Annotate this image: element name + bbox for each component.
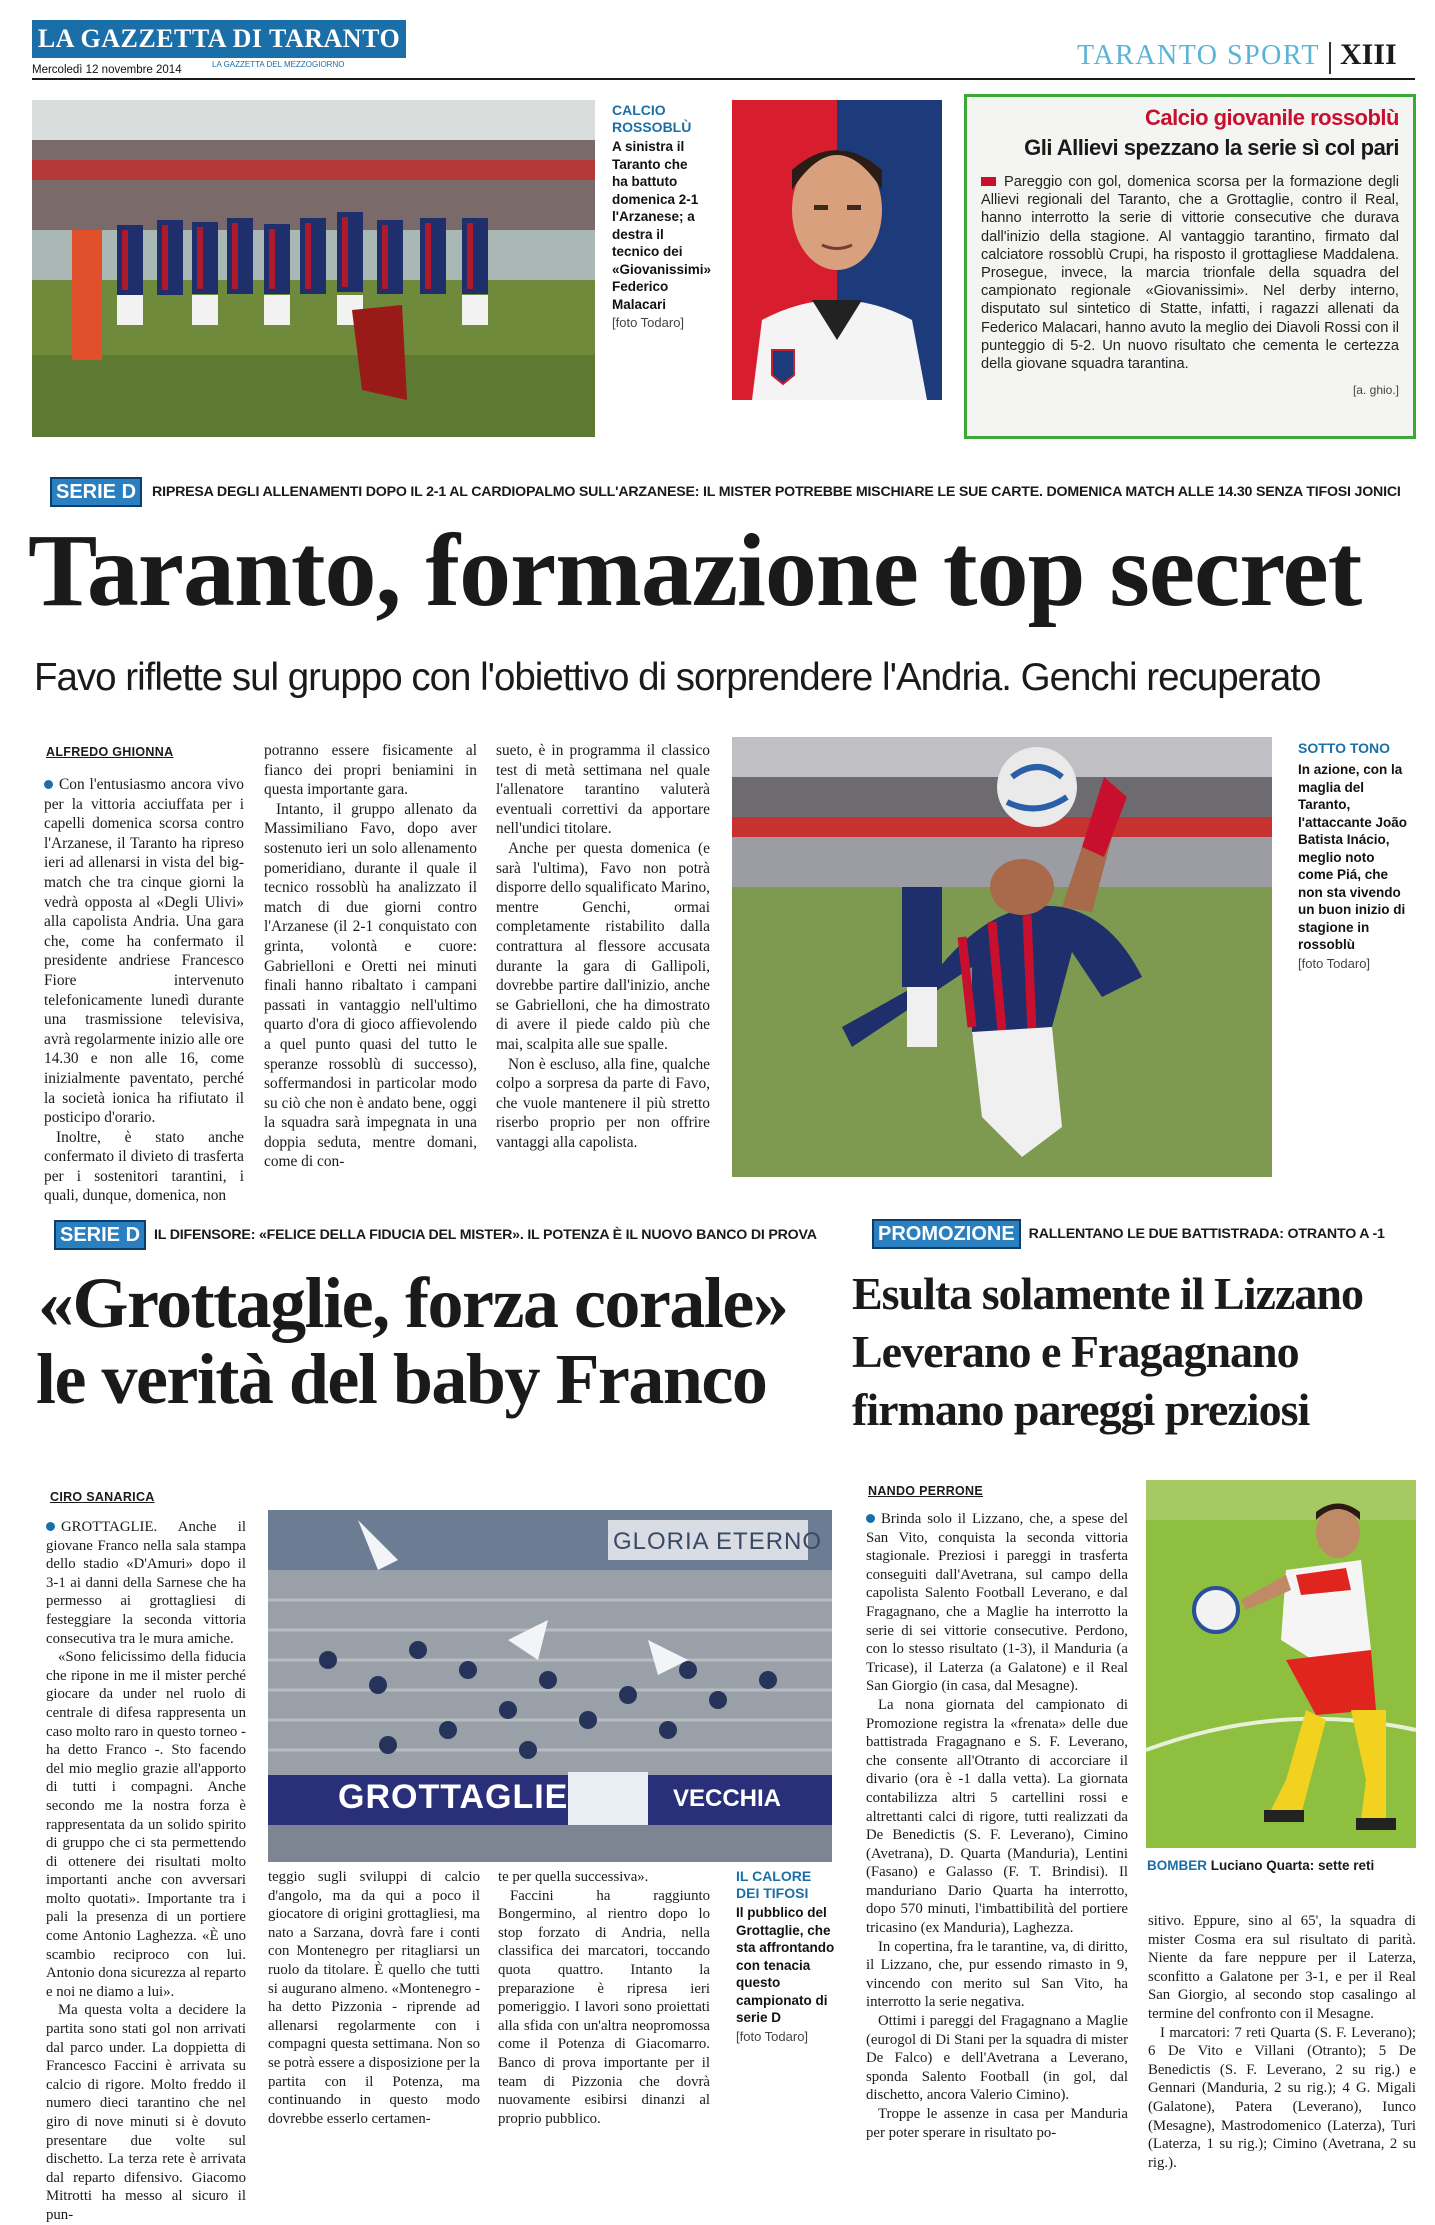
fans-caption-body: Il pubblico del Grottaglie, che sta affrontando con tenacia questo campionato di serie D (736, 1905, 835, 2025)
action-photo-caption (1298, 740, 1410, 971)
promozione-col1-p3: In copertina, fra le tarantine, va, di diritto, il Lizzano, che, pur essendo rimasto in 9, vincendo con merito sul San Vito, ha interrotto la serie negativa. (866, 1938, 1128, 2011)
action-photo-image (732, 737, 1272, 1177)
team-photo (32, 100, 595, 437)
main-column-2 (264, 741, 477, 1186)
bomber-photo-caption (1147, 1858, 1374, 1873)
grottaglie-headline-1: «Grottaglie, forza corale» (38, 1263, 788, 1343)
youth-box-title: Gli Allievi spezzano la serie sì col pari (1024, 135, 1399, 160)
fans-photo-sign: GLORIA ETERNO (613, 1528, 823, 1555)
page-number: XIII (1340, 38, 1397, 71)
grottaglie-kicker: IL DIFENSORE: «FELICE DELLA FIDUCIA DEL MISTER». IL POTENZA È IL NUOVO BANCO DI PROVA (154, 1227, 817, 1243)
main-column-3 (496, 741, 710, 1186)
top-caption-body: A sinistra il Taranto che ha battuto domenica 2-1 l'Arzanese; a destra il tecnico dei «Giovanissimi» Federico Malacari (612, 139, 712, 312)
issue-date: Mercoledì 12 novembre 2014 (32, 64, 182, 76)
fans-caption-heading: IL CALORE DEI TIFOSI (736, 1868, 812, 1901)
grottaglie-col1-p2: «Sono felicissimo della fiducia che ripone in me il mister perché giocare da under nel ruolo di centrale di difesa rappresenta un caso molto raro in questo torneo - ha detto Franco -. Sto facendo del mio meglio grazie all'apporto di tutti i compagni. Anche secondo me la nostra forza è rappresentata da un solido spirito di gruppo che ci sta permettendo di ottenere dei risultati molto importanti anche con avversari molto quotati». Importante tra i pali la presenza di un portiere come Antonio Laghezza. «È uno scambio reciproco con lui. Antonio dona sicurezza al reparto e noi ne diamo a lui». (46, 1649, 246, 2000)
action-caption-body: In azione, con la maglia del Taranto, l'attaccante João Batista Inácio, meglio noto come Piá, che non sta vivendo un buon inizio di stagione in rossoblù (1298, 762, 1408, 952)
promozione-col1-p2: La nona giornata del campionato di Promozione registra la «frenata» delle due battistrada Fragagnano e S. F. Leverano, che consente all'Otranto di accorciare il divario (ora è -1 dalla vetta). La giornata contabilizza altri 5 cartellini rossi e altrettanti calci di rigore, tutti realizzati da De Benedictis (S. F. Leverano), Cimino (Avetrana), D. Quarta (Manduria), Lentini (Fasano) e Galasso (F. T. Brindisi). Il manduriano Dario Quarta ha interrotto, dopo 570 minuti, l'imbattibilità del portiere tricasino (ex Manduria), Laghezza. (866, 1696, 1128, 1937)
coach-photo (732, 100, 942, 400)
grottaglie-col3-p2: Faccini ha raggiunto Bongermino, al rientro dopo lo stop forzato di Andria, nella classifica dei marcatori, toccando quota quattro. Intanto la preparazione è ripresa ieri pomeriggio. I lavori sono proiettati alla sfida con un'altra neopromossa come il Potenza di Giacomarro. Banco di prova importante per il team di Pizzonia che dovrà nuovamente esibirsi dinanzi al proprio pubblico. (498, 1887, 710, 2127)
grottaglie-col2-p1: teggio sugli sviluppi di calcio d'angolo, ma da qui a poco il giocatore di origini grottagliesi, ma nato a Sarzana, dovrà fare i conti con Montenegro per ritagliarsi un ruolo da titolare. È quello che tutti si augurano almeno. «Montenegro - ha detto Pizzonia - riprende ad allenarsi regolarmente con i compagni questa settimana. Non so se potrà essere a disposizione per la partita con il Potenza, ma continuando in questo modo dovrebbe esserlo certamen- (268, 1869, 480, 2127)
bomber-caption-heading: BOMBER (1147, 1858, 1207, 1873)
main-col3-p2: Anche per questa domenica (e sarà l'ultima), Favo non potrà disporre dello squalificato Marino, mentre Genchi, ormai completamente ristabilito dalla contrattura al flessore accusata durante la gara di Gallipoli, dovrebbe partire dall'inizio, anche se Gabrielloni, che ha dimostrato di avere il piede caldo più che mai, scalpita alle sue spalle. (496, 839, 710, 1053)
grottaglie-kicker-row (54, 1220, 854, 1250)
grottaglie-col3-p1: te per quella successiva». (498, 1869, 649, 1885)
fans-photo-caption (736, 1868, 836, 2044)
promozione-kicker: RALLENTANO LE DUE BATTISTRADA: OTRANTO A -1 (1028, 1226, 1385, 1242)
youth-football-box (964, 94, 1416, 439)
logo-text: LA GAZZETTA DI TARANTO (37, 24, 401, 53)
section-name: TARANTO SPORT (1077, 40, 1320, 71)
promozione-byline: NANDO PERRONE (868, 1484, 984, 1498)
youth-box-signature: [a. ghio.] (1352, 383, 1399, 398)
grottaglie-bullet-icon (46, 1522, 55, 1531)
promozione-col1-p5: Troppe le assenze in casa per Manduria per poter sperare in risultato po- (866, 2106, 1128, 2141)
main-byline: ALFREDO GHIONNA (46, 745, 174, 759)
main-headline: Taranto, formazione top secret (28, 513, 1362, 628)
action-caption-heading: SOTTO TONO (1298, 740, 1391, 756)
masthead (32, 20, 1415, 82)
main-bullet-icon (44, 780, 53, 789)
promozione-headline-1: Esulta solamente il Lizzano (852, 1268, 1363, 1319)
grottaglie-section-tag: SERIE D (54, 1220, 146, 1250)
top-caption-credit: [foto Todaro] (612, 315, 685, 330)
grottaglie-column-3 (498, 1868, 710, 2168)
youth-box-text: Pareggio con gol, domenica scorsa per la formazione degli Allievi regionali del Taranto, che a Grottaglie, contro il Real, hanno interrotto la serie di vittorie consecutive che durava dall'inizio della stagione. Al vantaggio tarantino, firmato dal calciatore rossoblù Crupi, ha risposto il grottagliese Maddalena. Prosegue, invece, la marcia trionfale della squadra del campionato regionale «Giovanissimi». Nel derby interno, disputato sul sintetico di Statte, infatti, i ragazzi allenati da Federico Malacari, hanno avuto la meglio dei Diavoli Rossi con il punteggio di 5-2. Un nuovo risultato che cementa le certezza della giovane squadra tarantina. (981, 174, 1399, 373)
bomber-caption-body: Luciano Quarta: sette reti (1210, 1858, 1375, 1873)
masthead-rule (32, 78, 1415, 80)
youth-box-body (981, 173, 1399, 373)
main-col3-p3: Non è escluso, alla fine, qualche colpo a sorpresa da parte di Favo, che vuole mantenere il più stretto riserbo proprio per non offrire vantaggi alla capolista. (496, 1055, 710, 1151)
promozione-col1-p1: Brinda solo il Lizzano, che, a spese del San Vito, conquista la seconda vittoria stagionale. Preziosi i pareggi in trasferta conseguiti dall'Avetrana, sul campo della capolista Salento Football Leverano, e dal Fragagnano, che a Maglie ha interrotto la serie di sei vittorie consecutive. Perdono, con lo stesso risultato (1-3), il Manduria (a Tricase), il Laterza (a Galatone) e il Real San Giorgio (in casa, dal Mesagne). (866, 1511, 1128, 1695)
grottaglie-col1-p1: GROTTAGLIE. Anche il giovane Franco nella sala stampa dello stadio «D'Amuri» dopo il 3-1 ai danni della Sarnese che ha permesso ai grottagliesi di festeggiare la seconda vittoria consecutiva tra le mura amiche. (46, 1519, 246, 1647)
promozione-headline-3: firmano pareggi preziosi (852, 1384, 1310, 1435)
promozione-headline-2: Leverano e Fragagnano (852, 1326, 1299, 1377)
action-caption-credit: [foto Todaro] (1298, 955, 1371, 971)
promozione-col1-p4: Ottimi i pareggi del Fragagnano a Maglie (eurogol di Di Stani per la squadra di mister De Falco) e dell'Avetrana a Leverano, sponda Salento Football (in gol, dal dischetto, ancora Valerio Cimino). (866, 2013, 1128, 2104)
coach-photo-image (732, 100, 942, 400)
grottaglie-column-2 (268, 1868, 480, 2168)
grottaglie-headline-2: le verità del baby Franco (36, 1339, 767, 1419)
main-col3-p1: sueto, è in programma il classico test di metà settimana nel quale l'allenatore tarantino valuterà eventuali correttivi da apportare nell'undici titolare. (496, 742, 710, 838)
promozione-col2-p2: I marcatori: 7 reti Quarta (S. F. Leverano); 6 De Vito e Villani (Otranto); 5 De Benedictis (S. F. Leverano, 2 su rig.) e Gennari (Manduria, 2 su rig.); 4 G. Migali (Galatone), Patera (Leverano), Iunco (Mesagne), Mastrodomenico (Laterza), Turi (Laterza, 1 su rig.); Cimino (Avetrana, 2 su rig.). (1148, 2024, 1416, 2171)
grottaglie-column-1 (46, 1518, 246, 2223)
main-col1-p1: Con l'entusiasmo ancora vivo per la vittoria acciuffata per i capelli domenica scorsa contro l'Arzanese, il Taranto ha ripreso ieri ad allenarsi in vista del big-match che tra cinque giorni la vedrà opposta al «Degli Ulivi» alla capolista Andria. Una gara che, come ha confermato il presidente andriese Francesco Fiore intervenuto telefonicamente lunedì durante una trasmissione televisiva, avrà regolarmente inizio alle ore 14.30 e non alle 16, come inizialmente paventato, perché la società ionica ha rifiutato il posticipo d'orario. (44, 776, 244, 1127)
masthead-logo (32, 20, 406, 58)
main-col2-p1: potranno essere fisicamente al fianco dei propri beniamini in questa importante gara. (264, 742, 477, 799)
fans-photo-banner-2: VECCHIA (673, 1785, 782, 1812)
main-kicker-row (50, 476, 1410, 508)
grottaglie-byline: CIRO SANARICA (50, 1490, 155, 1504)
fans-photo-banner: GROTTAGLIE (338, 1778, 569, 1816)
promozione-bullet-icon (866, 1514, 875, 1523)
top-caption (612, 102, 712, 330)
main-col2-p2: Intanto, il gruppo allenato da Massimiliano Favo, dopo aver sostenuto ieri un solo allenamento pomeridiano, durante il quale il tecnico rossoblù ha analizzato il match di due giorni contro l'Arzanese (il 2-1 conquistato con grinta, volontà e cuore: Gabrielloni e Oretti nei minuti finali hanno ribaltato i campani passati in vantaggio nell'ultimo quarto d'ora di gioco affievolendo a quel punto quasi del tutto le speranze rossoblù di successo), soffermandosi in particolar modo su ciò che non è andato bene, oggi la squadra sarà impegnata in una doppia seduta, mentre domani, come di con- (264, 800, 477, 1171)
main-subhead: Favo riflette sul gruppo con l'obiettivo di sorprendere l'Andria. Genchi recuperato (34, 656, 1321, 699)
youth-box-kicker: Calcio giovanile rossoblù (1144, 105, 1399, 130)
main-section-tag: SERIE D (50, 477, 142, 507)
main-col1-p2: Inoltre, è stato anche confermato il divieto di trasferta per i sostenitori tarantini, i quali, dunque, domenica, non (44, 1128, 244, 1205)
bomber-photo-image (1146, 1480, 1416, 1848)
action-photo (732, 737, 1272, 1177)
promozione-column-2 (1148, 1912, 1416, 2180)
bomber-photo (1146, 1480, 1416, 1848)
youth-box-bullet (981, 177, 996, 186)
main-kicker: RIPRESA DEGLI ALLENAMENTI DOPO IL 2-1 AL CARDIOPALMO SULL'ARZANESE: IL MISTER POTREBBE MISCHIARE LE SUE CARTE. DOMENICA MATCH ALLE 14.30 SENZA TIFOSI JONICI (152, 484, 1401, 500)
promozione-section-tag: PROMOZIONE (872, 1219, 1021, 1249)
grottaglie-col1-p3: Ma questa volta a decidere la partita sono stati gol non arrivati dal parco under. La doppietta di Francesco Faccini è arrivata su calcio di rigore. Molto freddo il numero dieci tarantino che nel giro di nove minuti si è dovuto presentare due volte sul dischetto. La terza rete è arrivata dal reparto difensivo. Giacomo Mitrotti ha messo al sicuro il pun- (46, 2002, 246, 2223)
promozione-kicker-row (872, 1218, 1417, 1250)
promozione-col2-p1: sitivo. Eppure, sino al 65', la squadra di mister Cosma era sul risultato di parità. Niente da fare neppure per il Laterza, sconfitto a Galatone per 3-1, e per il Real San Giorgio, al secondo stop casalingo al termine del confronto con il Mesagne. (1148, 1913, 1416, 2022)
fans-caption-credit: [foto Todaro] (736, 2028, 809, 2044)
promozione-column-1 (866, 1510, 1128, 2180)
main-column-1 (44, 775, 244, 1205)
fans-photo (268, 1510, 832, 1862)
top-caption-heading: CALCIO ROSSOBLÙ (612, 102, 692, 135)
page-separator (1329, 42, 1331, 74)
team-photo-image (32, 100, 595, 437)
logo-subtitle: LA GAZZETTA DEL MEZZOGIORNO (212, 60, 345, 69)
